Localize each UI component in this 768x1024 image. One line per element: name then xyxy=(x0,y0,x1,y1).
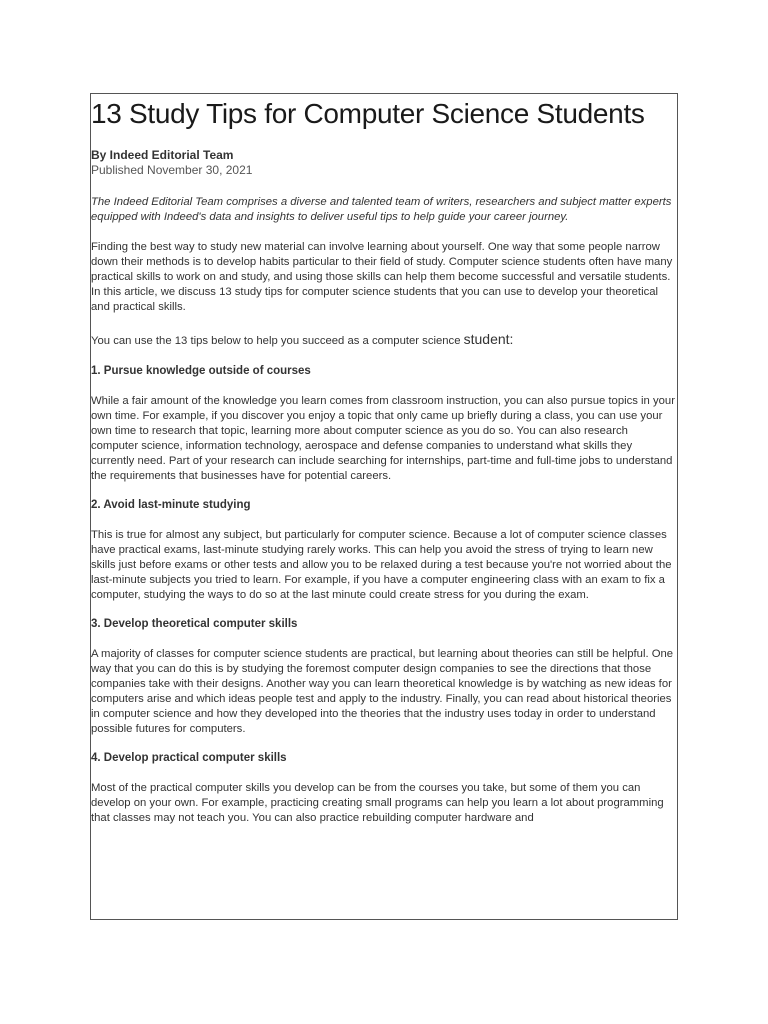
section-body-4: Most of the practical computer skills you develop can be from the courses you take, but some of them you can develop on your own. For example, practicing creating small programs can help you learn a lot about programming that classes may not teach you. You can also practice rebuilding computer hardware and xyxy=(91,782,664,824)
article-title: 13 Study Tips for Computer Science Students xyxy=(91,98,645,129)
author-byline: By Indeed Editorial Team xyxy=(91,148,234,162)
document-page xyxy=(90,93,678,920)
section-heading-3: 3. Develop theoretical computer skills xyxy=(91,618,298,630)
article-body xyxy=(91,94,677,826)
lead-in-tail: student: xyxy=(463,331,514,347)
author-description: The Indeed Editorial Team comprises a diverse and talented team of writers, researchers and subject matter experts equipped with Indeed's data and insights to deliver useful tips to help guide your career journey. xyxy=(91,196,672,223)
section-heading-1: 1. Pursue knowledge outside of courses xyxy=(91,365,311,377)
section-heading-4: 4. Develop practical computer skills xyxy=(91,752,287,764)
intro-paragraph: Finding the best way to study new material can involve learning about yourself. One way that some people narrow down their methods is to develop habits particular to their field of study. Computer science students often have many practical skills to work on and study, and using those skills can help them become successful and versatile students. In this article, we discuss 13 study tips for computer science students that you can use to develop your theoretical and practical skills. xyxy=(91,241,673,313)
section-heading-2: 2. Avoid last-minute studying xyxy=(91,499,251,511)
lead-in-text: You can use the 13 tips below to help you succeed as a computer science xyxy=(91,335,464,347)
section-body-2: This is true for almost any subject, but particularly for computer science. Because a lot of computer science classes have practical exams, last-minute studying rarely works. This can help you avoid the stress of trying to learn new skills just before exams or other tests and allow you to be relaxed during a test because you're not worried about the last-minute subjects you tried to learn. For example, if you have a computer engineering class with an exam to fix a computer, studying the ways to do so at the last minute could create stress for you during the exam. xyxy=(91,529,672,601)
lead-in-sentence xyxy=(91,330,677,350)
publish-date: Published November 30, 2021 xyxy=(91,163,253,177)
section-body-1: While a fair amount of the knowledge you learn comes from classroom instruction, you can also pursue topics in your own time. For example, if you discover you enjoy a topic that only came up briefly during a class, you can use your own time to research that topic, learning more about computer science as you do so. You can also research computer science, information technology, aerospace and defense companies to understand what skills they currently need. Part of your research can include searching for internships, part-time and full-time jobs to understand the requirements that businesses have for potential careers. xyxy=(91,395,675,482)
section-body-3: A majority of classes for computer science students are practical, but learning about theories can still be helpful. One way that you can do this is by studying the foremost computer design companies to see the directions that those companies take with their designs. Another way you can learn theoretical knowledge is by watching as new ideas for computers arise and which ideas people test and apply to the industry. Finally, you can read about historical theories in computer science and how they developed into the theories that the industry uses today in order to understand possible futures for computers. xyxy=(91,648,674,735)
